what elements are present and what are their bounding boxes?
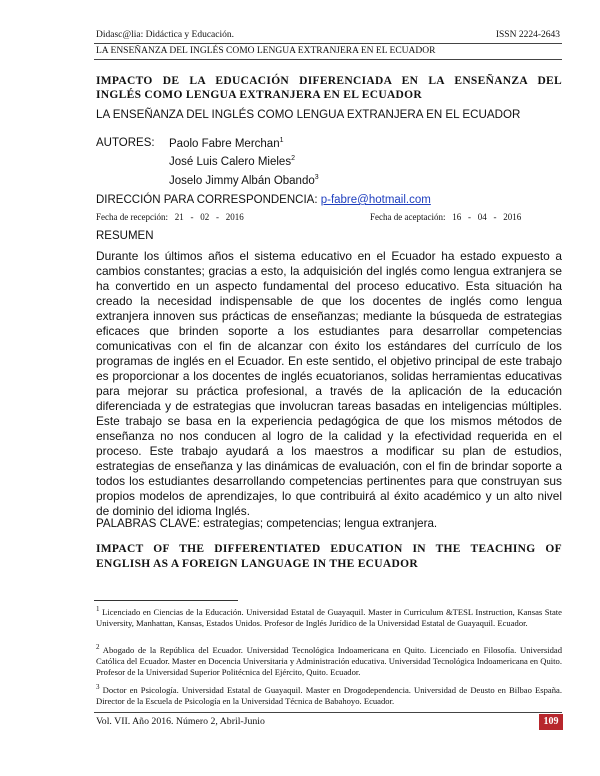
english-title-line2: ENGLISH AS A FOREIGN LANGUAGE IN THE ECUADOR	[96, 558, 418, 570]
footer-issue: Vol. VII. Año 2016. Número 2, Abril-Junio	[96, 716, 265, 727]
footnote-2	[96, 642, 562, 678]
author-3-ref: 3	[314, 174, 319, 181]
footnote-2-ref: 2	[96, 643, 100, 651]
author-2	[169, 155, 295, 168]
authors-label: AUTORES:	[96, 137, 155, 149]
author-1-name: Paolo Fabre Merchan	[169, 137, 280, 150]
footnote-1	[96, 604, 562, 629]
article-title-line2: INGLÉS COMO LENGUA EXTRANJERA EN EL ECUADOR	[96, 89, 423, 101]
footer-rule	[94, 712, 562, 713]
abstract-heading: RESUMEN	[96, 230, 154, 242]
accepted-date: Fecha de aceptación: 16 - 04 - 2016	[370, 212, 522, 222]
correspondence-email-link[interactable]: p-fabre@hotmail.com	[320, 194, 431, 206]
running-title: LA ENSEÑANZA DEL INGLÉS COMO LENGUA EXTRANJERA EN EL ECUADOR	[96, 46, 436, 56]
abstract-text: Durante los últimos años el sistema educativo en el Ecuador ha estado expuesto a cambios constantes; gracias a esto, la adquisición del inglés como lengua extranjera se ha convertido en un aspecto fundamental del proceso educativo. Esta situación ha creado la necesidad indispensable de que los docentes de inglés como lengua extranjera innoven sus prácticas de enseñanzas; mediante la búsqueda de estrategias eficaces que brinden soporte a los estudiantes para desarrollar competencias comunicativas con el fin de alcanzar con éxito los estándares del currículo de los programas de inglés en el Ecuador. En este sentido, el objetivo principal de este trabajo es proporcionar a los docentes de inglés ecuatorianos, solidas herramientas educativas para mejorar su práctica profesional, a través de la aplicación de la educación diferenciada y de estrategias que involucran tareas basadas en inteligencias múltiples. Este trabajo se basa en la experiencia pedagógica de que los mismos métodos de enseñanza no nos conducen al logro de la calidad y la efectividad requerida en el proceso. Este trabajo ayudará a los maestros a modificar su plan de estudios, estrategias de enseñanza y las dinámicas de evaluación, con el fin de brindar soporte a todos los estudiantes desarrollando competencias pertinentes para que construyan sus propios modelos de aprendizajes, lo que contribuirá al éxito académico y un alto nivel de dominio del idioma Inglés.	[96, 249, 562, 518]
footnote-1-ref: 1	[96, 605, 100, 613]
author-3	[169, 174, 319, 187]
english-title-line1: IMPACT OF THE DIFFERENTIATED EDUCATION IN THE TEACHING OF	[96, 543, 562, 555]
footnote-2-text: Abogado de la República del Ecuador. Universidad Tecnológica Indoamericana en Quito. Licenciado en Filosofía. Universidad Católica del Ecuador. Master en Docencia Universitaria y Administración educativa. Universidad Tecnológica Indoamericana en Quito. Profesor de la Universidad Superior Politécnica del Ejército, Quito. Ecuador.	[96, 644, 562, 677]
header-rule-bottom	[94, 59, 562, 60]
footnote-3-ref: 3	[96, 683, 100, 691]
received-date: Fecha de recepción: 21 - 02 - 2016	[96, 212, 244, 222]
issn: ISSN 2224-2643	[495, 30, 560, 40]
author-3-name: Joselo Jimmy Albán Obando	[169, 174, 315, 187]
journal-name: Didasc@lia: Didáctica y Educación.	[96, 30, 235, 40]
article-subtitle: LA ENSEÑANZA DEL INGLÉS COMO LENGUA EXTRANJERA EN EL ECUADOR	[96, 108, 521, 121]
footnote-separator	[94, 600, 238, 601]
footnote-3-text: Doctor en Psicología. Universidad Estatal de Guayaquil. Master en Drogodependencia. Universidad de Deusto en Bilbao España. Director de la Escuela de Psicología en la Universidad Técnica de Babahoyo. Ecuador.	[96, 684, 562, 706]
header-rule-top	[94, 43, 562, 44]
article-title-line1: IMPACTO DE LA EDUCACIÓN DIFERENCIADA EN LA ENSEÑANZA DEL	[96, 75, 562, 87]
footnote-1-text: Licenciado en Ciencias de la Educación. Universidad Estatal de Guayaquil. Master in Curriculum &TESL Instruction, Kansas State University, Manhattan, Kansas, Estados Unidos. Profesor de Inglés Jurídico de la Universidad Estatal de Guayaquil. Ecuador.	[96, 606, 562, 628]
author-2-name: José Luis Calero Mieles	[169, 155, 292, 168]
page-number: 109	[539, 714, 563, 730]
correspondence-label: DIRECCIÓN PARA CORRESPONDENCIA:	[96, 194, 318, 206]
correspondence	[96, 194, 431, 206]
footnote-3	[96, 682, 562, 707]
author-2-ref: 2	[291, 155, 295, 162]
author-1	[169, 137, 284, 150]
keywords: PALABRAS CLAVE: estrategias; competencias; lengua extranjera.	[96, 517, 438, 530]
author-1-ref: 1	[279, 137, 284, 144]
